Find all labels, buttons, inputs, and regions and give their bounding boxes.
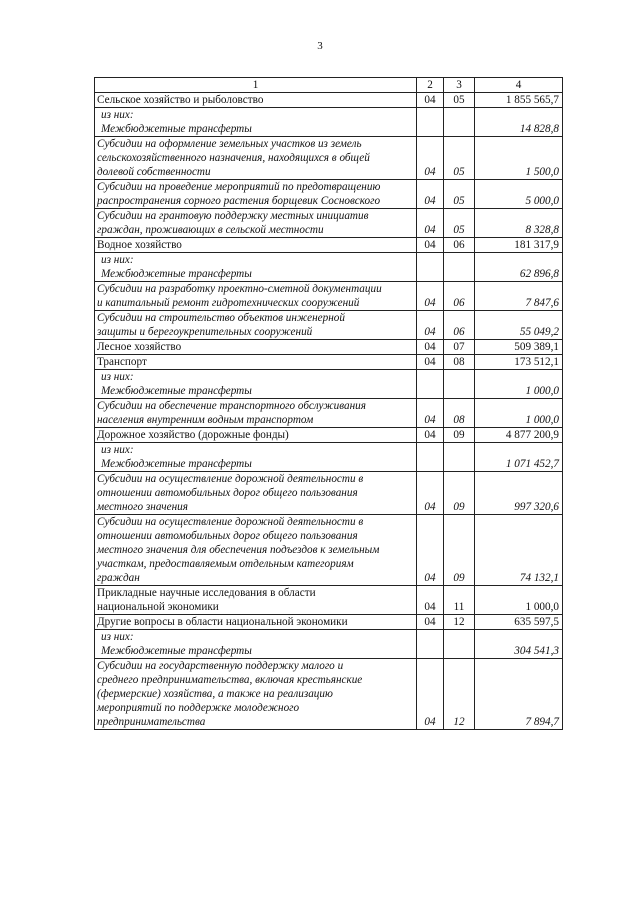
budget-table — [94, 77, 563, 730]
row-name-line: Лесное хозяйство — [97, 341, 182, 353]
section-code-cell: 04 — [417, 615, 444, 630]
amount-cell: 1 000,0 — [475, 370, 563, 399]
row-name-cell — [95, 630, 417, 659]
amount-cell: 173 512,1 — [475, 355, 563, 370]
subsection-code-cell: 05 — [444, 137, 475, 180]
table-row — [95, 282, 563, 311]
row-name-cell — [95, 93, 417, 108]
table-row — [95, 443, 563, 472]
subsection-code-cell: 05 — [444, 93, 475, 108]
table-row — [95, 472, 563, 515]
amount-cell: 8 328,8 — [475, 209, 563, 238]
row-name-line: Субсидии на проведение мероприятий по предотвращению — [97, 181, 381, 193]
subsection-code-cell: 08 — [444, 355, 475, 370]
row-name-cell — [95, 209, 417, 238]
table-row — [95, 253, 563, 282]
amount-cell: 181 317,9 — [475, 238, 563, 253]
row-name-line: Субсидии на осуществление дорожной деятельности в — [97, 516, 364, 528]
row-name-cell — [95, 615, 417, 630]
subsection-code-cell — [444, 108, 475, 137]
section-code-cell: 04 — [417, 340, 444, 355]
subsection-code-cell: 12 — [444, 659, 475, 730]
row-name-line: Прикладные научные исследования в области — [97, 587, 316, 599]
row-name-line: долевой собственности — [97, 166, 211, 178]
section-code-cell: 04 — [417, 472, 444, 515]
amount-cell: 14 828,8 — [475, 108, 563, 137]
subsection-code-cell: 06 — [444, 238, 475, 253]
row-name-line: сельскохозяйственного назначения, находящихся в общей — [97, 152, 370, 164]
table-row — [95, 399, 563, 428]
section-code-cell: 04 — [417, 355, 444, 370]
section-code-cell — [417, 370, 444, 399]
section-code-cell: 04 — [417, 282, 444, 311]
table-row — [95, 355, 563, 370]
section-code-cell: 04 — [417, 659, 444, 730]
row-name-line: из них: — [101, 631, 134, 643]
row-name-line: местного значения — [97, 501, 188, 513]
table-row — [95, 108, 563, 137]
row-name-line: отношении автомобильных дорог общего пользования — [97, 530, 358, 542]
row-name-line: Транспорт — [97, 356, 147, 368]
row-name-line: предпринимательства — [97, 716, 206, 728]
row-name-line: отношении автомобильных дорог общего пользования — [97, 487, 358, 499]
amount-cell: 635 597,5 — [475, 615, 563, 630]
row-name-cell — [95, 399, 417, 428]
row-name-cell — [95, 443, 417, 472]
row-name-line: местного значения для обеспечения подъездов к земельным — [97, 544, 380, 556]
section-code-cell — [417, 253, 444, 282]
row-name-line: мероприятий по поддержке молодежного — [97, 702, 300, 714]
row-name-line: национальной экономики — [97, 601, 219, 613]
row-name-line: Субсидии на осуществление дорожной деятельности в — [97, 473, 364, 485]
amount-cell: 4 877 200,9 — [475, 428, 563, 443]
amount-cell: 1 000,0 — [475, 586, 563, 615]
subsection-code-cell: 09 — [444, 472, 475, 515]
table-row — [95, 311, 563, 340]
section-code-cell: 04 — [417, 586, 444, 615]
table-row — [95, 137, 563, 180]
subsection-code-cell: 08 — [444, 399, 475, 428]
row-name-line: Межбюджетные трансферты — [101, 458, 252, 470]
row-name-line: Межбюджетные трансферты — [101, 645, 252, 657]
row-name-cell — [95, 311, 417, 340]
amount-cell: 304 541,3 — [475, 630, 563, 659]
budget-table-body — [95, 78, 563, 730]
row-name-line: Дорожное хозяйство (дорожные фонды) — [97, 429, 289, 441]
subsection-code-cell: 09 — [444, 515, 475, 586]
section-code-cell: 04 — [417, 428, 444, 443]
row-name-line: защиты и берегоукрепительных сооружений — [97, 326, 313, 338]
amount-cell: 509 389,1 — [475, 340, 563, 355]
section-code-cell: 04 — [417, 311, 444, 340]
subsection-code-cell: 11 — [444, 586, 475, 615]
row-name-line: Субсидии на обеспечение транспортного обслуживания — [97, 400, 366, 412]
amount-cell: 997 320,6 — [475, 472, 563, 515]
subsection-code-cell — [444, 253, 475, 282]
table-row — [95, 515, 563, 586]
row-name-line: граждан, проживающих в сельской местности — [97, 224, 324, 236]
table-row — [95, 370, 563, 399]
subsection-code-cell: 05 — [444, 209, 475, 238]
header-cell-2: 2 — [417, 78, 444, 93]
row-name-cell — [95, 340, 417, 355]
subsection-code-cell: 09 — [444, 428, 475, 443]
amount-cell: 1 000,0 — [475, 399, 563, 428]
amount-cell: 74 132,1 — [475, 515, 563, 586]
subsection-code-cell: 06 — [444, 282, 475, 311]
subsection-code-cell: 12 — [444, 615, 475, 630]
row-name-line: Межбюджетные трансферты — [101, 268, 252, 280]
row-name-cell — [95, 515, 417, 586]
header-cell-1: 1 — [95, 78, 417, 93]
row-name-cell — [95, 659, 417, 730]
subsection-code-cell: 07 — [444, 340, 475, 355]
row-name-line: Субсидии на строительство объектов инженерной — [97, 312, 345, 324]
amount-cell: 7 847,6 — [475, 282, 563, 311]
section-code-cell — [417, 443, 444, 472]
page-number: 3 — [317, 40, 323, 52]
row-name-line: из них: — [101, 371, 134, 383]
row-name-cell — [95, 428, 417, 443]
section-code-cell: 04 — [417, 238, 444, 253]
table-row — [95, 180, 563, 209]
row-name-line: Водное хозяйство — [97, 239, 182, 251]
section-code-cell: 04 — [417, 515, 444, 586]
header-cell-4: 4 — [475, 78, 563, 93]
row-name-line: (фермерские) хозяйства, а также на реализацию — [97, 688, 333, 700]
row-name-line: Межбюджетные трансферты — [101, 385, 252, 397]
subsection-code-cell — [444, 630, 475, 659]
row-name-line: Субсидии на оформление земельных участков из земель — [97, 138, 362, 150]
row-name-line: Субсидии на грантовую поддержку местных инициатив — [97, 210, 369, 222]
row-name-line: Субсидии на разработку проектно-сметной документации — [97, 283, 382, 295]
section-code-cell — [417, 108, 444, 137]
section-code-cell — [417, 630, 444, 659]
row-name-cell — [95, 137, 417, 180]
row-name-line: Субсидии на государственную поддержку малого и — [97, 660, 344, 672]
section-code-cell: 04 — [417, 137, 444, 180]
table-row — [95, 238, 563, 253]
amount-cell: 1 071 452,7 — [475, 443, 563, 472]
row-name-line: из них: — [101, 254, 134, 266]
table-row — [95, 93, 563, 108]
amount-cell: 7 894,7 — [475, 659, 563, 730]
section-code-cell: 04 — [417, 399, 444, 428]
row-name-cell — [95, 180, 417, 209]
row-name-cell — [95, 370, 417, 399]
row-name-line: распространения сорного растения борщевик Сосновского — [97, 195, 381, 207]
header-row — [95, 78, 563, 93]
row-name-cell — [95, 355, 417, 370]
row-name-cell — [95, 586, 417, 615]
amount-cell: 5 000,0 — [475, 180, 563, 209]
amount-cell: 1 500,0 — [475, 137, 563, 180]
table-row — [95, 209, 563, 238]
table-row — [95, 340, 563, 355]
section-code-cell: 04 — [417, 209, 444, 238]
row-name-line: участкам, предоставляемым отдельным категориям — [97, 558, 354, 570]
row-name-cell — [95, 253, 417, 282]
row-name-line: из них: — [101, 444, 134, 456]
amount-cell: 55 049,2 — [475, 311, 563, 340]
subsection-code-cell: 05 — [444, 180, 475, 209]
row-name-line: и капитальный ремонт гидротехнических сооружений — [97, 297, 360, 309]
header-cell-3: 3 — [444, 78, 475, 93]
amount-cell: 1 855 565,7 — [475, 93, 563, 108]
subsection-code-cell — [444, 443, 475, 472]
row-name-line: Межбюджетные трансферты — [101, 123, 252, 135]
row-name-cell — [95, 472, 417, 515]
table-row — [95, 659, 563, 730]
table-row — [95, 586, 563, 615]
row-name-line: Другие вопросы в области национальной экономики — [97, 616, 348, 628]
table-row — [95, 630, 563, 659]
row-name-cell — [95, 108, 417, 137]
row-name-line: граждан — [97, 572, 140, 584]
subsection-code-cell — [444, 370, 475, 399]
row-name-cell — [95, 282, 417, 311]
section-code-cell: 04 — [417, 180, 444, 209]
subsection-code-cell: 06 — [444, 311, 475, 340]
row-name-line: из них: — [101, 109, 134, 121]
amount-cell: 62 896,8 — [475, 253, 563, 282]
table-row — [95, 428, 563, 443]
section-code-cell: 04 — [417, 93, 444, 108]
row-name-line: среднего предпринимательства, включая крестьянские — [97, 674, 363, 686]
row-name-cell — [95, 238, 417, 253]
row-name-line: Сельское хозяйство и рыболовство — [97, 94, 264, 106]
row-name-line: населения внутренним водным транспортом — [97, 414, 314, 426]
table-row — [95, 615, 563, 630]
